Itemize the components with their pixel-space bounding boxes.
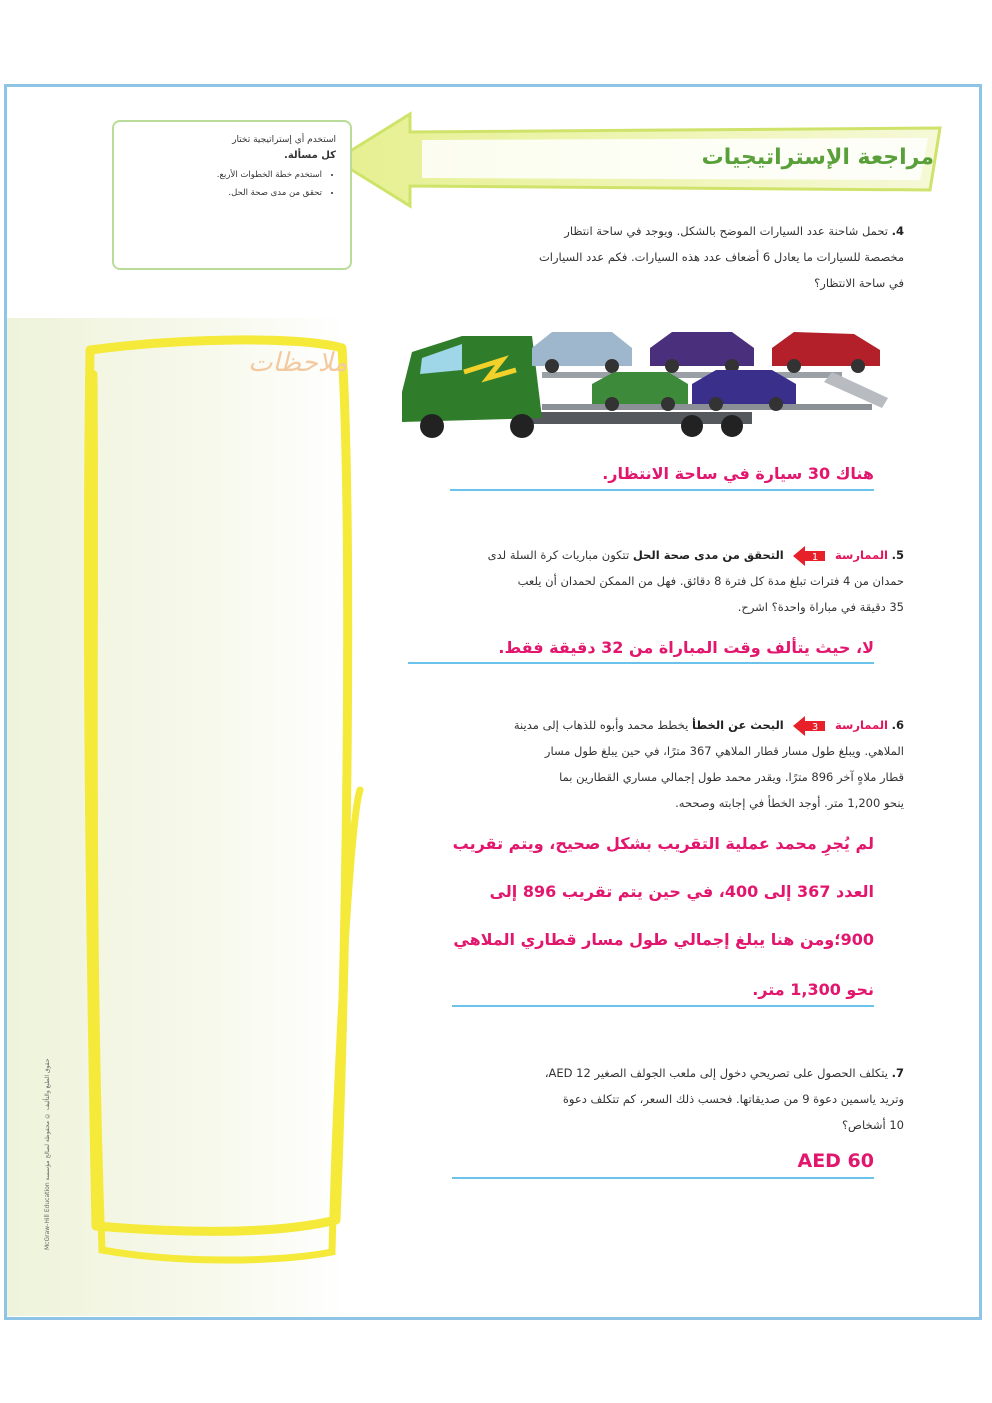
tip-line-2: كل مسألة.: [284, 150, 336, 161]
tip-item: • تحقق من مدى صحة الحل.: [128, 184, 322, 202]
car-carrier-truck-image: [392, 322, 890, 440]
answer-6-line: العدد 367 إلى 400، في حين يتم تقريب 896 إلى: [489, 882, 874, 901]
strategy-tip-box: [112, 120, 352, 270]
skill-name: التحقق من مدى صحة الحل: [632, 548, 784, 562]
problem-5: [384, 542, 904, 620]
answer-rule: [452, 1177, 874, 1179]
answer-7: AED 60: [797, 1150, 874, 1172]
badge-number: 3: [812, 721, 819, 733]
problem-text-line: تحمل شاحنة عدد السيارات الموضح بالشكل. ويوجد في ساحة انتظار: [564, 224, 888, 238]
problem-6: [384, 712, 904, 816]
page-title: مراجعة الإستراتيجيات: [701, 145, 934, 170]
answer-6-line: 900؛ومن هنا يبلغ إجمالي طول مسار قطاري الملاهي: [453, 930, 874, 949]
problem-text-line: تتكون مباريات كرة السلة لدى: [487, 548, 630, 562]
answer-6-line: لم يُجرِ محمد عملية التقريب بشكل صحيح، ويتم تقريب: [452, 834, 874, 853]
problem-text-line: 35 دقيقة في مباراة واحدة؟ اشرح.: [737, 600, 904, 614]
highlighter-frame: [60, 320, 380, 1280]
answer-rule: [450, 489, 874, 491]
copyright-credit: McGraw-Hill Education حقوق الطبع والتأليف © محفوظة لصالح مؤسسة: [44, 1058, 51, 1250]
answer-5: لا، حيث يتألف وقت المباراة من 32 دقيقة فقط.: [498, 638, 874, 657]
skill-name: البحث عن الخطأ: [692, 718, 784, 732]
problem-number: 4.: [891, 224, 904, 238]
practice-label: الممارسة: [835, 548, 888, 562]
problem-number: 7.: [891, 1066, 904, 1080]
problem-text-line: مخصصة للسيارات ما يعادل 6 أضعاف عدد هذه السيارات. فكم عدد السيارات: [538, 250, 904, 264]
problem-text-line: في ساحة الانتظار؟: [814, 276, 904, 290]
problem-text-line: ينحو 1,200 متر. أوجد الخطأ في إجابته وصححه.: [675, 796, 904, 810]
problem-text-line: يخطط محمد وأبوه للذهاب إلى مدينة: [513, 718, 689, 732]
problem-text-line: يتكلف الحصول على تصريحي دخول إلى ملعب الجولف الصغير AED 12،: [544, 1066, 888, 1080]
answer-rule: [408, 662, 874, 664]
tip-list: [128, 166, 336, 202]
badge-number: 1: [812, 551, 819, 563]
problem-number: 5.: [891, 548, 904, 562]
practice-badge-icon: [791, 715, 827, 737]
answer-6-line: نحو 1,300 متر.: [752, 980, 874, 999]
problem-text-line: وتريد ياسمين دعوة 9 من صديقاتها. فحسب ذلك السعر، كم تتكلف دعوة: [562, 1092, 904, 1106]
notes-label: ملاحظات: [248, 348, 348, 378]
problem-text-line: 10 أشخاص؟: [841, 1118, 904, 1132]
problem-text-line: قطار ملاهٍ آخر 896 مترًا. ويقدر محمد طول إجمالي مساري القطارين بما: [559, 770, 904, 784]
answer-4: هناك 30 سيارة في ساحة الانتظار.: [602, 464, 874, 483]
problem-4: [434, 218, 904, 296]
problem-text-line: حمدان من 4 فترات تبلغ مدة كل فترة 8 دقائق. فهل من الممكن لحمدان أن يلعب: [517, 574, 904, 588]
practice-label: الممارسة: [835, 718, 888, 732]
tip-item: • استخدم خطة الخطوات الأربع.: [128, 166, 322, 184]
problem-7: [424, 1060, 904, 1138]
answer-rule: [452, 1005, 874, 1007]
problem-number: 6.: [891, 718, 904, 732]
practice-badge-icon: [791, 545, 827, 567]
tip-line-1: استخدم أي إستراتيجية تختار: [232, 135, 336, 145]
problem-text-line: الملاهي. ويبلغ طول مسار قطار الملاهي 367 مترًا، في حين يبلغ طول مسار: [544, 744, 904, 758]
